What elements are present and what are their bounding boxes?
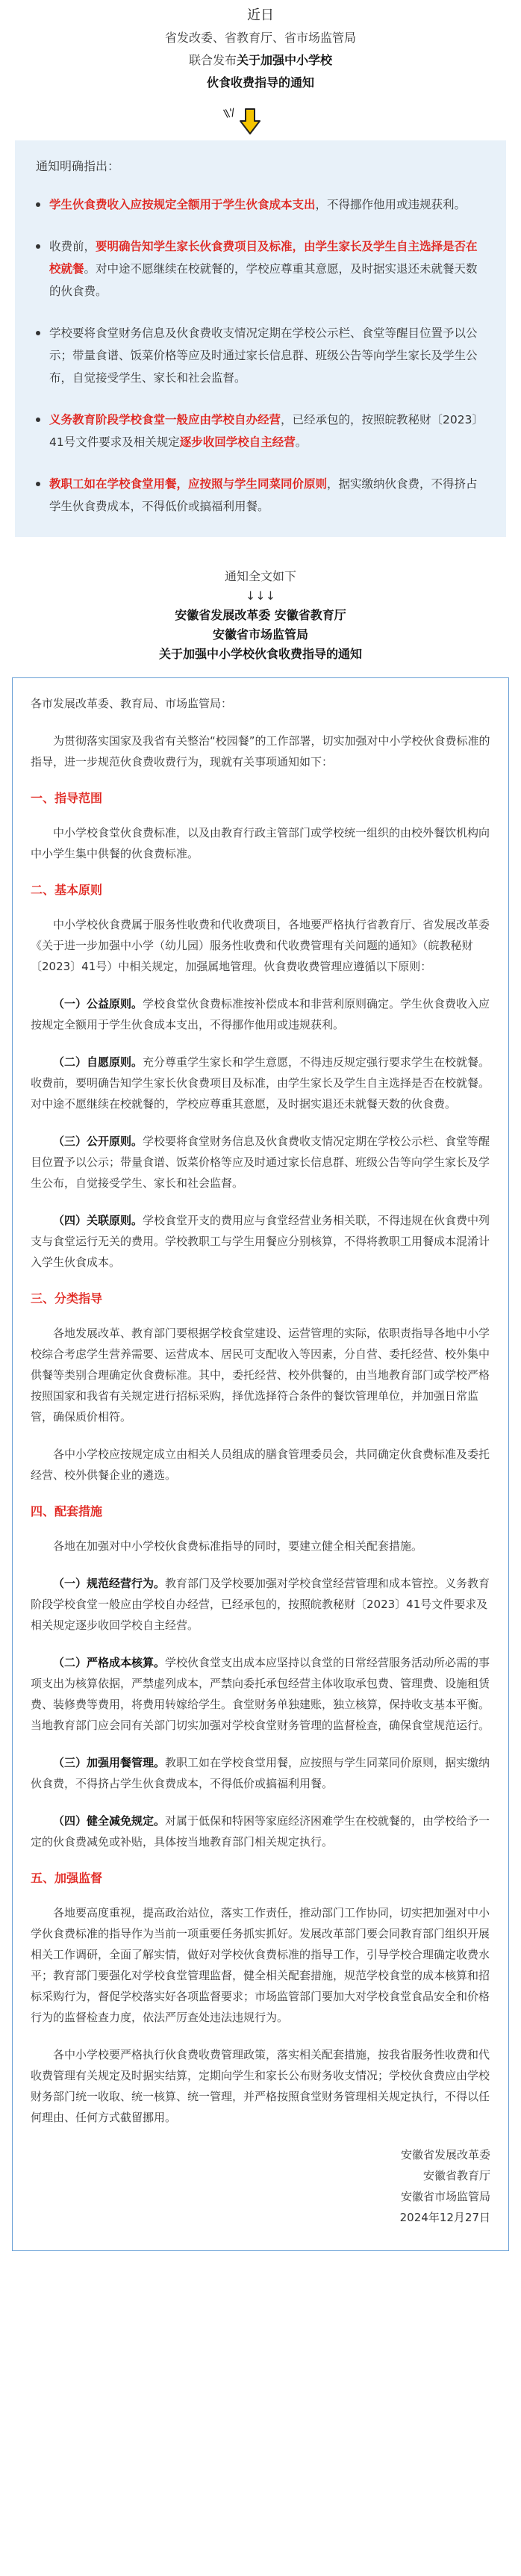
document-title: 关于加强中小学校伙食收费指导的通知 [158, 647, 362, 661]
section-5-title: 五、加强监督 [31, 1871, 103, 1885]
notice-item-4 [36, 409, 485, 453]
notice-item-2 [36, 235, 485, 302]
item-heading: （二）自愿原则。 [53, 1055, 143, 1069]
signer-2: 安徽省教育厅 [422, 2169, 490, 2182]
item-heading: （一）公益原则。 [53, 997, 143, 1011]
notice-list [36, 193, 485, 518]
section-3-para-2: 各中小学校应按规定成立由相关人员组成的膳食管理委员会，共同确定伙食费标准及委托经营、校外供餐企业的遴选。 [31, 1447, 490, 1482]
issue-date: 2024年12月27日 [399, 2211, 490, 2224]
item-heading: （三）公开原则。 [53, 1135, 143, 1148]
notice-item-3 [36, 322, 485, 389]
issuing-orgs-1: 安徽省发展改革委 安徽省教育厅 [175, 608, 346, 622]
item-heading: （三）加强用餐管理。 [53, 1756, 166, 1769]
signature-block [31, 2144, 490, 2228]
intro-title-part2: 伙食收费指导的通知 [206, 75, 314, 90]
notice-highlight: 学生伙食费收入应按规定全额用于学生伙食成本支出 [49, 198, 316, 211]
section-4-item-2 [31, 1652, 490, 1736]
item-heading: （四）关联原则。 [53, 1214, 143, 1227]
section-2-para: 中小学校伙食费属于服务性收费和代收费项目，各地要严格执行省教育厅、省发展改革委《关于进一步加强中小学（幼儿园）服务性收费和代收费管理有关问题的通知》（皖教秘财〔2023〕41号）中相关规定，加强属地管理。伙食费收费管理应遵循以下原则： [31, 918, 490, 973]
intro-line-recent: 近日 [247, 7, 274, 23]
section-3-title: 三、分类指导 [31, 1291, 103, 1306]
intro-title-part1: 关于加强中小学校 [237, 53, 333, 67]
arrow-down-icon [239, 108, 261, 136]
section-2-item-4 [31, 1210, 490, 1273]
notice-text: ，据实缴纳伙食费，不得挤占学生伙食费成本，不得低价或搞福利用餐。 [49, 477, 478, 513]
section-4-item-1 [31, 1573, 490, 1636]
item-body: 教职工如在学校食堂用餐，应按照与学生同菜同价原则，据实缴纳伙食费，不得挤占学生伙食费成本，不得低价或搞福利用餐。 [31, 1756, 490, 1790]
fulltext-label: 通知全文如下 [224, 569, 296, 583]
item-body: 学校食堂开支的费用应与食堂经营业务相关联，不得违规在伙食费中列支与食堂运行无关的费用。学校教职工与学生用餐应分别核算，不得将教职工用餐成本混淆计入学生伙食成本。 [31, 1214, 490, 1269]
notice-highlight: 教职工如在学校食堂用餐，应按照与学生同菜同价原则 [49, 477, 328, 491]
notice-text: ，不得挪作他用或违规获利。 [315, 198, 467, 211]
item-body: 学校食堂伙食费标准按补偿成本和非营利原则确定。学生伙食费收入应按规定全额用于学生伙食成本支出，不得挪作他用或违规获利。 [31, 997, 490, 1031]
notice-text: 收费前， [49, 240, 96, 253]
intro-line-issuers: 省发改委、省教育厅、省市场监管局 [164, 31, 356, 45]
decorative-ticks: \\ '/ [222, 107, 234, 120]
document-body [12, 677, 509, 2251]
notice-item-1 [36, 193, 485, 216]
section-4-item-3 [31, 1752, 490, 1794]
intro-line-publish [0, 49, 521, 72]
notice-highlight: 要明确告知学生家长伙食费项目及标准，由学生家长及学生自主选择是否在校就餐 [49, 240, 478, 276]
notice-item-5 [36, 473, 485, 518]
notice-text: 学校要将食堂财务信息及伙食费收支情况定期在学校公示栏、食堂等醒目位置予以公示；带量食谱、饭菜价格等应及时通过家长信息群、班级公告等向学生家长及学生公布，自觉接受学生、家长和社会监督。 [49, 326, 478, 385]
section-3-para-1: 各地发展改革、教育部门要根据学校食堂建设、运营管理的实际，依职责指导各地中小学校综合考虑学生营养需要、运营成本、居民可支配收入等因素，分自营、委托经营、校外集中供餐等类别合理确定伙食费标准。其中，委托经营、校外供餐的，由当地教育部门或学校严格按照国家和我省有关规定进行招标采购，择优选择符合条件的餐饮管理单位，并加强日常监管，确保质价相符。 [31, 1326, 490, 1424]
section-4-para: 各地在加强对中小学校伙食费标准指导的同时，要建立健全相关配套措施。 [53, 1539, 423, 1553]
item-heading: （二）严格成本核算。 [53, 1656, 166, 1669]
preface: 为贯彻落实国家及我省有关整治“校园餐”的工作部署，切实加强对中小学校伙食费标准的指导，进一步规范伙食费收费行为，现就有关事项通知如下： [31, 734, 490, 769]
section-2-title: 二、基本原则 [31, 883, 103, 897]
notice-box [15, 140, 506, 537]
item-body: 学校伙食堂支出成本应坚持以食堂的日常经营服务活动所必需的事项支出为核算依据，严禁虚列成本，严禁向委托承包经营主体收取承包费、管理费、设施租赁费、装修费等费用，将费用转嫁给学生。食堂财务单独建账，独立核算，保持收支基本平衡。当地教育部门应会同有关部门切实加强对学校食堂财务管理的监督检查，确保食堂规范运行。 [31, 1656, 490, 1732]
intro-section [0, 0, 521, 94]
item-body: 教育部门及学校要加强对学校食堂经营管理和成本管控。义务教育阶段学校食堂一般应由学校自办经营，已经承包的，按照皖教秘财〔2023〕41号文件要求及相关规定逐步收回学校自主经营。 [31, 1577, 490, 1632]
item-heading: （一）规范经营行为。 [53, 1577, 166, 1590]
signer-3: 安徽省市场监管局 [400, 2190, 490, 2203]
down-arrows-icon: ↓↓↓ [245, 589, 276, 603]
section-2-item-2 [31, 1052, 490, 1114]
section-1-title: 一、指导范围 [31, 791, 103, 805]
section-5-para-2: 各中小学校要严格执行伙食费收费管理政策，落实相关配套措施，按我省服务性收费和代收费管理有关规定及时据实结算，定期向学生和家长公布财务收支情况；学校伙食费应由学校财务部门统一收取、统一核算、统一管理，并严格按照食堂财务管理相关规定执行，不得以任何理由、任何方式截留挪用。 [31, 2048, 490, 2124]
section-4-title: 四、配套措施 [31, 1504, 103, 1518]
signer-1: 安徽省发展改革委 [400, 2148, 490, 2161]
section-1-para: 中小学校食堂伙食费标准，以及由教育行政主管部门或学校统一组织的由校外餐饮机构向中小学生集中供餐的伙食费标准。 [31, 826, 490, 860]
item-heading: （四）健全减免规定。 [53, 1814, 166, 1828]
item-body: 学校要将食堂财务信息及伙食费收支情况定期在学校公示栏、食堂等醒目位置予以公示；带量食谱、饭菜价格等应及时通过家长信息群、班级公告等向学生家长及学生公布，自觉接受学生、家长和社会监督。 [31, 1135, 490, 1190]
notice-text: ，已经承包的，按照皖教秘财〔2023〕41号文件要求及相关规定 [49, 413, 484, 449]
item-body: 对属于低保和特困等家庭经济困难学生在校就餐的，由学校给予一定的伙食费减免或补贴，具体按当地教育部门相关规定执行。 [31, 1814, 490, 1849]
intro-publish-prefix: 联合发布 [188, 53, 237, 67]
notice-highlight: 逐步收回学校自主经营 [179, 435, 296, 449]
section-2-item-3 [31, 1131, 490, 1194]
item-body: 充分尊重学生家长和学生意愿，不得违反规定强行要求学生在校就餐。收费前，要明确告知学生家长伙食费项目及标准，由学生家长及学生自主选择是否在校就餐。对中途不愿继续在校就餐的，学校应尊重其意愿，及时据实退还未就餐天数的伙食费。 [31, 1055, 490, 1111]
salutation: 各市发展改革委、教育局、市场监管局： [31, 697, 233, 710]
notice-text: 。 [295, 435, 308, 449]
notice-highlight: 义务教育阶段学校食堂一般应由学校自办经营 [49, 413, 281, 426]
fulltext-header [0, 537, 521, 664]
notice-head: 通知明确指出： [36, 159, 120, 173]
issuing-orgs-2: 安徽省市场监管局 [212, 627, 308, 642]
notice-text: 。对中途不愿继续在校就餐的，学校应尊重其意愿，及时据实退还未就餐天数的伙食费。 [49, 262, 478, 298]
section-2-item-1 [31, 993, 490, 1035]
arrow-area [0, 94, 521, 140]
section-4-item-4 [31, 1810, 490, 1852]
section-5-para-1: 各地要高度重视，提高政治站位，落实工作责任，推动部门工作协同，切实把加强对中小学伙食费标准的指导作为当前一项重要任务抓实抓好。发展改革部门要会同教育部门组织开展相关工作调研，全面了解实情，做好对学校伙食费标准的指导工作，引导学校合理确定收费水平；教育部门要强化对学校食堂管理监督，健全相关配套措施，规范学校食堂的成本核算和招标采购行为，督促学校落实好各项监督要求；市场监管部门要加大对学校食堂食品安全和价格行为的监督检查力度，依法严厉查处违法违规行为。 [31, 1906, 490, 2024]
